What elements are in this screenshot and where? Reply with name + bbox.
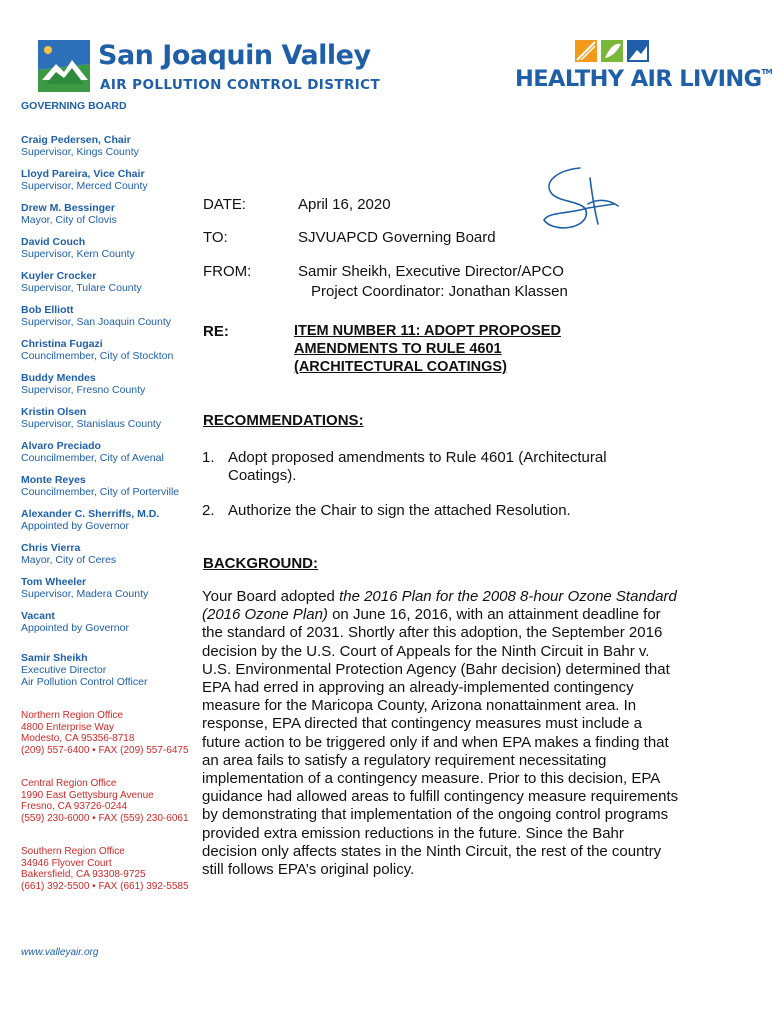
board-member [21, 168, 196, 192]
board-member-role: Councilmember, City of Avenal [21, 452, 164, 464]
region-office [21, 710, 196, 756]
board-member [21, 406, 196, 430]
board-member-name: Vacant [21, 610, 55, 622]
board-member-role: Councilmember, City of Porterville [21, 486, 180, 498]
re-label: RE: [203, 323, 229, 340]
office-phone: (559) 230-6000 • FAX (559) 230-6061 [21, 812, 189, 824]
board-member-role: Appointed by Governor [21, 622, 129, 634]
office-street: 4800 Enterprise Way [21, 721, 115, 733]
board-member-role: Supervisor, Kern County [21, 248, 135, 260]
board-member-role: Supervisor, Stanislaus County [21, 418, 162, 430]
office-city: Fresno, CA 93726-0244 [21, 801, 128, 812]
office-name: Central Region Office [21, 778, 117, 789]
recommendation-item-1: 1. Adopt proposed amendments to Rule 4601 (Architectural Coatings). [202, 449, 607, 484]
board-member-role: Supervisor, San Joaquin County [21, 316, 172, 328]
board-member-name: Alexander C. Sherriffs, M.D. [21, 508, 160, 520]
healthy-air-living-logo [513, 38, 772, 98]
board-member [21, 508, 196, 532]
office-name: Northern Region Office [21, 710, 124, 721]
re-subject: ITEM NUMBER 11: ADOPT PROPOSED AMENDMENTS TO RULE 4601 (ARCHITECTURAL COATINGS) [294, 323, 561, 375]
board-member-role: Mayor, City of Ceres [21, 554, 117, 566]
to-label: TO: [203, 229, 228, 246]
office-city: Modesto, CA 95356-8718 [21, 733, 135, 744]
board-member-name: Tom Wheeler [21, 576, 87, 588]
board-member [21, 440, 196, 464]
board-member-name: Kuyler Crocker [21, 270, 97, 282]
board-member-name: Kristin Olsen [21, 406, 87, 418]
recommendation-item-2: 2. Authorize the Chair to sign the attached Resolution. [202, 502, 571, 519]
district-name: San Joaquin Valley [98, 40, 371, 71]
district-logo [38, 40, 381, 96]
mountain-sun-icon [38, 40, 90, 92]
board-member-role: Supervisor, Tulare County [21, 282, 142, 294]
background-paragraph: Your Board adopted the 2016 Plan for the 2008 8-hour Ozone Standard (2016 Ozone Plan) on June 16, 2016, with an attainment deadline for the standard of 2031. Shortly after this adoption, the September 2016 decision by the U.S. Court of Appeals for the Ninth Circuit in Bahr v. U.S. Environmental Protection Agency (Bahr decision) determined that EPA had erred in approving an already-implemented contingency measure for the Maricopa County, Arizona nonattainment area. In response, EPA directed that contingency measures must include a future action to be triggered only if and when EPA makes a finding that an area fails to satisfy a regulatory requirement necessitating implementation of a contingency measure. Prior to this decision, EPA guidance had allowed areas to fulfill contingency measure requirements by demonstrating that implementation of the ongoing control programs provided extra emission reductions in the future. Since the Bahr decision only affects states in the Ninth Circuit, the rest of the country still follows EPA’s original policy. [202, 588, 679, 879]
region-office [21, 778, 196, 824]
board-member [21, 542, 196, 566]
executive-officer: Samir Sheikh Executive Director Air Pollution Control Officer [21, 652, 148, 688]
board-member-name: Lloyd Pareira, Vice Chair [21, 168, 145, 180]
board-member-name: Alvaro Preciado [21, 440, 101, 452]
board-member [21, 372, 196, 396]
board-member-name: Chris Vierra [21, 542, 81, 554]
board-member [21, 304, 196, 328]
board-member-name: Buddy Mendes [21, 372, 96, 384]
district-subtitle: AIR POLLUTION CONTROL DISTRICT [100, 77, 381, 93]
board-member-role: Supervisor, Merced County [21, 180, 148, 192]
to-value: SJVUAPCD Governing Board [298, 229, 496, 246]
board-member-role: Councilmember, City of Stockton [21, 350, 174, 362]
board-member [21, 576, 196, 600]
board-member-role: Appointed by Governor [21, 520, 129, 532]
board-member-name: Christina Fugazi [21, 338, 103, 350]
date-label: DATE: [203, 196, 247, 213]
governing-board-heading: GOVERNING BOARD [21, 100, 127, 112]
from-value-coordinator: Project Coordinator: Jonathan Klassen [311, 283, 568, 300]
board-member [21, 270, 196, 294]
healthy-air-living-icon [575, 38, 675, 64]
office-street: 1990 East Gettysburg Avenue [21, 789, 154, 801]
office-street: 34946 Flyover Court [21, 857, 112, 869]
office-name: Southern Region Office [21, 846, 125, 857]
region-office [21, 846, 196, 892]
members-list [21, 134, 196, 634]
board-member [21, 610, 196, 634]
board-member [21, 474, 196, 498]
from-value: Samir Sheikh, Executive Director/APCO [298, 263, 564, 280]
board-member-role: Supervisor, Madera County [21, 588, 149, 600]
board-member [21, 236, 196, 260]
date-value: April 16, 2020 [298, 196, 391, 213]
office-phone: (661) 392-5500 • FAX (661) 392-5585 [21, 880, 189, 892]
board-member [21, 338, 196, 362]
board-member-name: Drew M. Bessinger [21, 202, 115, 214]
board-member [21, 202, 196, 226]
board-member-name: Bob Elliott [21, 304, 74, 316]
governing-board-sidebar [21, 100, 196, 892]
board-member-name: David Couch [21, 236, 86, 248]
signature [528, 160, 628, 240]
website-link[interactable]: www.valleyair.org [21, 947, 99, 958]
office-city: Bakersfield, CA 93308-9725 [21, 869, 146, 880]
board-member-role: Supervisor, Fresno County [21, 384, 146, 396]
board-member-name: Craig Pedersen, Chair [21, 134, 131, 146]
healthy-air-living-wordmark: HEALTHY AIR LIVING™ [515, 66, 772, 92]
board-member-name: Monte Reyes [21, 474, 86, 486]
from-label: FROM: [203, 263, 252, 280]
board-member-role: Mayor, City of Clovis [21, 214, 117, 226]
background-heading: BACKGROUND: [203, 555, 318, 572]
recommendations-heading: RECOMMENDATIONS: [203, 412, 364, 429]
board-member-role: Supervisor, Kings County [21, 146, 139, 158]
office-phone: (209) 557-6400 • FAX (209) 557-6475 [21, 744, 189, 756]
offices-list [21, 710, 196, 892]
board-member [21, 134, 196, 158]
